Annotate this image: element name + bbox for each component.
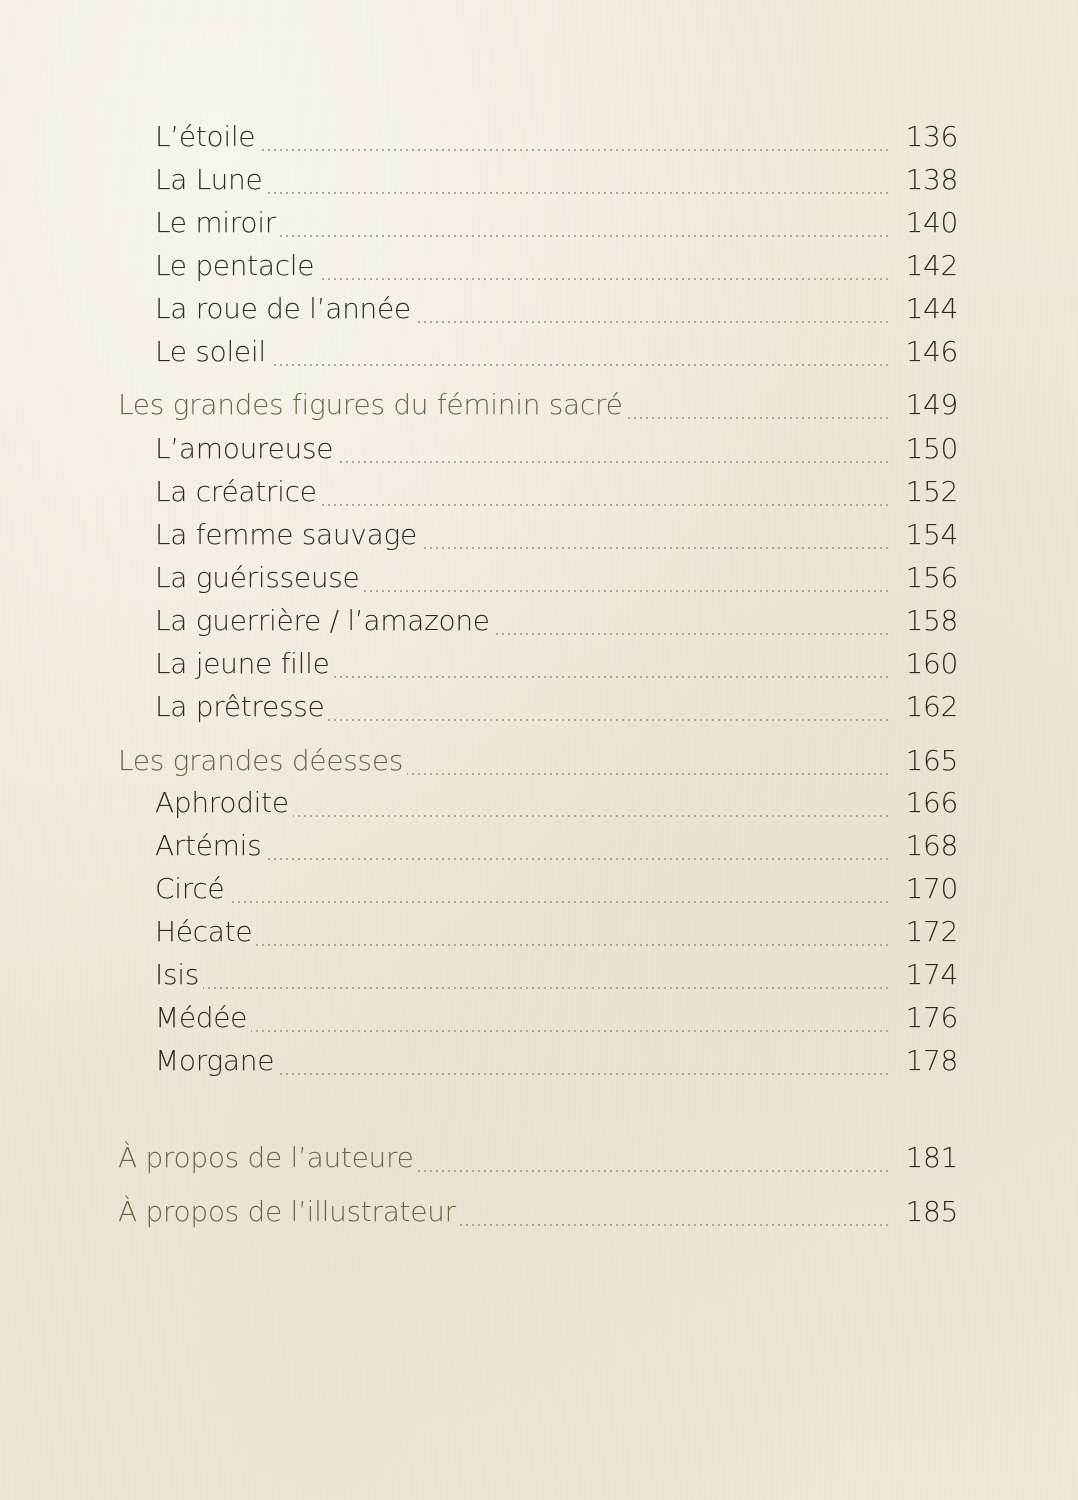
toc-entry[interactable] (0, 915, 1078, 955)
entry-title: Le pentacle (155, 249, 315, 282)
dot-leader (318, 278, 890, 280)
entry-title: À propos de l’illustrateur (118, 1195, 456, 1228)
entry-title: Le soleil (155, 335, 266, 368)
toc-entry[interactable] (0, 292, 1078, 332)
entry-page: 150 (905, 432, 958, 465)
entry-page: 170 (905, 872, 958, 905)
entry-page: 138 (905, 163, 958, 196)
toc-back-matter-entry[interactable] (0, 1141, 1078, 1181)
entry-title: La femme sauvage (155, 518, 417, 551)
dot-leader (328, 719, 890, 721)
toc-entry[interactable] (0, 872, 1078, 912)
entry-title: La guérisseuse (155, 561, 360, 594)
dot-leader (256, 944, 890, 946)
entry-title: La Lune (155, 163, 263, 196)
toc-entry[interactable] (0, 120, 1078, 160)
toc-entry[interactable] (0, 647, 1078, 687)
entry-title: La jeune fille (155, 647, 330, 680)
toc-entry[interactable] (0, 335, 1078, 375)
dot-leader (278, 1073, 890, 1075)
entry-page: 174 (905, 958, 958, 991)
toc-entry[interactable] (0, 432, 1078, 472)
dot-leader (265, 858, 890, 860)
entry-page: 146 (905, 335, 958, 368)
dot-leader (407, 773, 890, 775)
entry-page: 185 (905, 1195, 958, 1228)
dot-leader (270, 364, 890, 366)
toc-back-matter-entry[interactable] (0, 1195, 1078, 1235)
entry-page: 140 (905, 206, 958, 239)
entry-title: La créatrice (155, 475, 317, 508)
entry-page: 156 (905, 561, 958, 594)
entry-page: 162 (905, 690, 958, 723)
entry-title: Morgane (155, 1044, 275, 1077)
entry-title: À propos de l’auteure (118, 1141, 414, 1174)
entry-title: Hécate (155, 915, 253, 948)
entry-title: La guerrière / l’amazone (155, 604, 490, 637)
toc-entry[interactable] (0, 786, 1078, 826)
dot-leader (418, 1170, 890, 1172)
entry-page: 181 (905, 1141, 958, 1174)
toc-entry[interactable] (0, 518, 1078, 558)
dot-leader (415, 321, 890, 323)
section-page: 165 (905, 744, 958, 777)
entry-title: Isis (155, 958, 200, 991)
entry-page: 176 (905, 1001, 958, 1034)
toc-entry[interactable] (0, 249, 1078, 289)
entry-title: Aphrodite (155, 786, 289, 819)
dot-leader (280, 235, 890, 237)
section-page: 149 (905, 388, 958, 421)
dot-leader (251, 1030, 890, 1032)
dot-leader (337, 461, 890, 463)
entry-page: 178 (905, 1044, 958, 1077)
entry-title: L’étoile (155, 120, 256, 153)
section-title: Les grandes figures du féminin sacré (118, 388, 623, 421)
dot-leader (334, 676, 890, 678)
entry-page: 136 (905, 120, 958, 153)
toc-entry[interactable] (0, 1001, 1078, 1041)
dot-leader (460, 1224, 890, 1226)
dot-leader (494, 633, 890, 635)
entry-page: 166 (905, 786, 958, 819)
toc-entry[interactable] (0, 690, 1078, 730)
dot-leader (627, 417, 890, 419)
toc-entry[interactable] (0, 206, 1078, 246)
toc-entry[interactable] (0, 561, 1078, 601)
entry-title: Le miroir (155, 206, 276, 239)
dot-leader (364, 590, 890, 592)
toc-entry[interactable] (0, 958, 1078, 998)
entry-title: La roue de l’année (155, 292, 411, 325)
entry-page: 172 (905, 915, 958, 948)
toc-entry[interactable] (0, 829, 1078, 869)
entry-page: 168 (905, 829, 958, 862)
entry-title: L’amoureuse (155, 432, 334, 465)
entry-page: 158 (905, 604, 958, 637)
dot-leader (421, 547, 890, 549)
entry-title: La prêtresse (155, 690, 325, 723)
entry-page: 160 (905, 647, 958, 680)
toc-entry[interactable] (0, 1044, 1078, 1084)
entry-title: Artémis (155, 829, 262, 862)
dot-leader (266, 192, 890, 194)
toc-section-heading[interactable] (0, 388, 1078, 428)
entry-title: Médée (155, 1001, 248, 1034)
section-title: Les grandes déesses (118, 744, 404, 777)
entry-page: 142 (905, 249, 958, 282)
dot-leader (259, 149, 890, 151)
toc-entry[interactable] (0, 604, 1078, 644)
dot-leader (228, 901, 890, 903)
dot-leader (203, 987, 890, 989)
dot-leader (293, 815, 890, 817)
toc-section-heading[interactable] (0, 744, 1078, 784)
dot-leader (321, 504, 890, 506)
entry-page: 152 (905, 475, 958, 508)
toc-entry[interactable] (0, 475, 1078, 515)
entry-page: 154 (905, 518, 958, 551)
toc-entry[interactable] (0, 163, 1078, 203)
entry-title: Circé (155, 872, 225, 905)
entry-page: 144 (905, 292, 958, 325)
